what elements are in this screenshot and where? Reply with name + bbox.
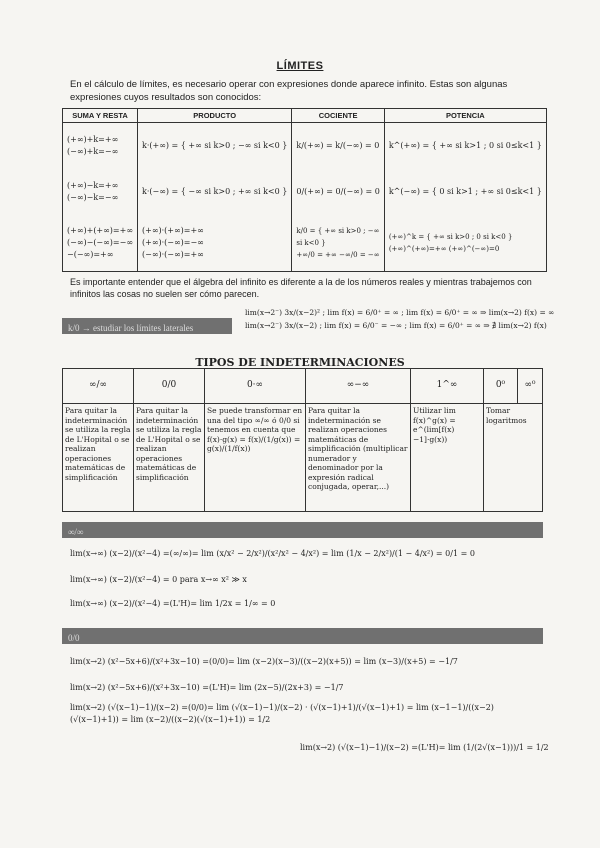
rule: (+∞)^(+∞)=+∞ (+∞)^(−∞)=0 [388,245,500,253]
header-potencia: POTENCIA [384,109,546,123]
ind-text: Tomar logaritmos [484,404,543,512]
example-zero-4: lim(x→2) (√(x−1)−1)/(x−2) =(L'H)= lim (1/(2√(x−1)))/1 = 1/2 [300,743,549,752]
rule: +∞/0 = +∞ −∞/0 = −∞ [296,251,380,259]
rule: k·(−∞) = { −∞ si k>0 ; +∞ si k<0 } [142,187,288,196]
cell-cociente-1 [292,123,384,170]
header-cociente: COCIENTE [292,109,384,123]
header-suma: SUMA Y RESTA [63,109,138,123]
rule: (+∞)+(+∞)=+∞ [67,226,133,235]
rule: (−∞)−(−∞)=−∞ [67,238,133,247]
example-zero-1: lim(x→2) (x²−5x+6)/(x²+3x−10) =(0/0)= lim (x−2)(x−3)/((x−2)(x+5)) = lim (x−3)/(x+5) = −1/7 [70,657,458,666]
rule: k^(+∞) = { +∞ si k>1 ; 0 si 0≤k<1 } [388,141,542,150]
example-zero-2: lim(x→2) (x²−5x+6)/(x²+3x−10) =(L'H)= lim (2x−5)/(2x+3) = −1/7 [70,683,344,692]
example-inf-3: lim(x→∞) (x−2)/(x²−4) =(L'H)= lim 1/2x = 1/∞ = 0 [70,599,276,608]
indeterminations-title: TIPOS DE INDETERMINACIONES [195,356,405,369]
page-title: LÍMITES [276,60,324,72]
header-producto: PRODUCTO [138,109,292,123]
rule: 0/(+∞) = 0/(−∞) = 0 [296,187,380,196]
rule: (−∞)+k=−∞ [67,147,119,156]
cell-cociente-3 [292,215,384,272]
rule: k/(+∞) = k/(−∞) = 0 [296,141,380,150]
ind-text: Para quitar la indeterminación se utiliza la regla de L'Hopital o se realizan operaciones matemáticas de simplificación [134,404,205,512]
cell-suma-1 [63,123,138,170]
band-label: 0/0 [68,633,80,643]
example-inf-1: lim(x→∞) (x−2)/(x²−4) =(∞/∞)= lim (x/x² − 2/x²)/(x²/x² − 4/x²) = lim (1/x − 2/x²)/(1 − 4/x²) = 0/1 = 0 [70,549,475,558]
rule: k/0 = { +∞ si k>0 ; −∞ si k<0 } [296,227,380,247]
lateral-limits [245,306,554,332]
rule: (+∞)·(−∞)=−∞ [142,238,204,247]
ind-header: ∞⁰ [518,369,543,404]
rule: k·(+∞) = { +∞ si k>0 ; −∞ si k<0 } [142,141,288,150]
section-band-lateral [62,318,232,334]
ind-header: ∞/∞ [63,369,134,404]
ind-header: 0·∞ [205,369,306,404]
cell-producto-1 [138,123,292,170]
ind-header: ∞−∞ [306,369,411,404]
ind-text: Se puede transformar en una del tipo ∞/∞ ó 0/0 si tenemos en cuenta que f(x)·g(x) = f(x)/(1/g(x)) = g(x)/(1/f(x)) [205,404,306,512]
rule: k^(−∞) = { 0 si k>1 ; +∞ si 0≤k<1 } [388,187,542,196]
lateral-line: lim(x→2⁻) 3x/(x−2)² ; lim f(x) = 6/0⁺ = ∞ ; lim f(x) = 6/0⁺ = ∞ ⇒ lim(x→2) f(x) = ∞ [245,308,555,317]
rule: (+∞)+k=+∞ [67,135,119,144]
rule: (+∞)^k = { +∞ si k>0 ; 0 si k<0 } [388,233,513,241]
section-band-inf [62,522,543,538]
ind-header: 0⁰ [484,369,518,404]
indeterminations-table [62,368,543,512]
cell-potencia-3 [384,215,546,272]
rule: (+∞)−k=+∞ [67,181,119,190]
ind-text: Para quitar la indeterminación se utiliza la regla de L'Hopital o se realizan operaciones matemáticas de simplificación [63,404,134,512]
ind-text: Utilizar lim f(x)^g(x) = e^(lim[f(x)−1]·g(x)) [411,404,484,512]
cell-producto-3 [138,215,292,272]
band-label: k/0 → estudiar los límites laterales [68,323,194,333]
example-zero-3: lim(x→2) (√(x−1)−1)/(x−2) =(0/0)= lim (√(x−1)−1)/(x−2) · (√(x−1)+1)/(√(x−1)+1) = lim (x−1−1)/((x−2)(√(x−1)+1)) = lim (x−2)/((x−2)(√(x−1)+1)) = 1/2 [70,703,494,724]
rule: (−∞)−k=−∞ [67,193,119,202]
cell-cociente-2 [292,169,384,215]
section-band-zero [62,628,543,644]
example-inf-2: lim(x→∞) (x−2)/(x²−4) = 0 para x→∞ x² ≫ x [70,575,247,584]
infinity-algebra-table [62,108,547,272]
cell-suma-3 [63,215,138,272]
rule: (−∞)·(−∞)=+∞ [142,250,204,259]
cell-potencia-2 [384,169,546,215]
ind-header: 1^∞ [411,369,484,404]
cell-suma-2 [63,169,138,215]
cell-potencia-1 [384,123,546,170]
rule: −(−∞)=+∞ [67,250,114,259]
ind-text: Para quitar la indeterminación se realizan operaciones matemáticas de simplificación (multiplicar numerador y denominador por la expresión radical conjugada, operar,...) [306,404,411,512]
intro-paragraph: En el cálculo de límites, es necesario operar con expresiones donde aparece infinito. Estas son algunas expresiones cuyos resultados son conocidos: [70,79,508,103]
ind-header: 0/0 [134,369,205,404]
band-label: ∞/∞ [68,527,84,537]
lateral-line: lim(x→2⁻) 3x/(x−2) ; lim f(x) = 6/0⁻ = −∞ ; lim f(x) = 6/0⁺ = ∞ ⇒ ∄ lim(x→2) f(x) [245,321,547,330]
note-paragraph: Es importante entender que el álgebra del infinito es diferente a la de los números reales y mientras trabajemos con infinitos las cosas no suelen ser cómo parecen. [70,277,532,299]
cell-producto-2 [138,169,292,215]
rule: (+∞)·(+∞)=+∞ [142,226,204,235]
